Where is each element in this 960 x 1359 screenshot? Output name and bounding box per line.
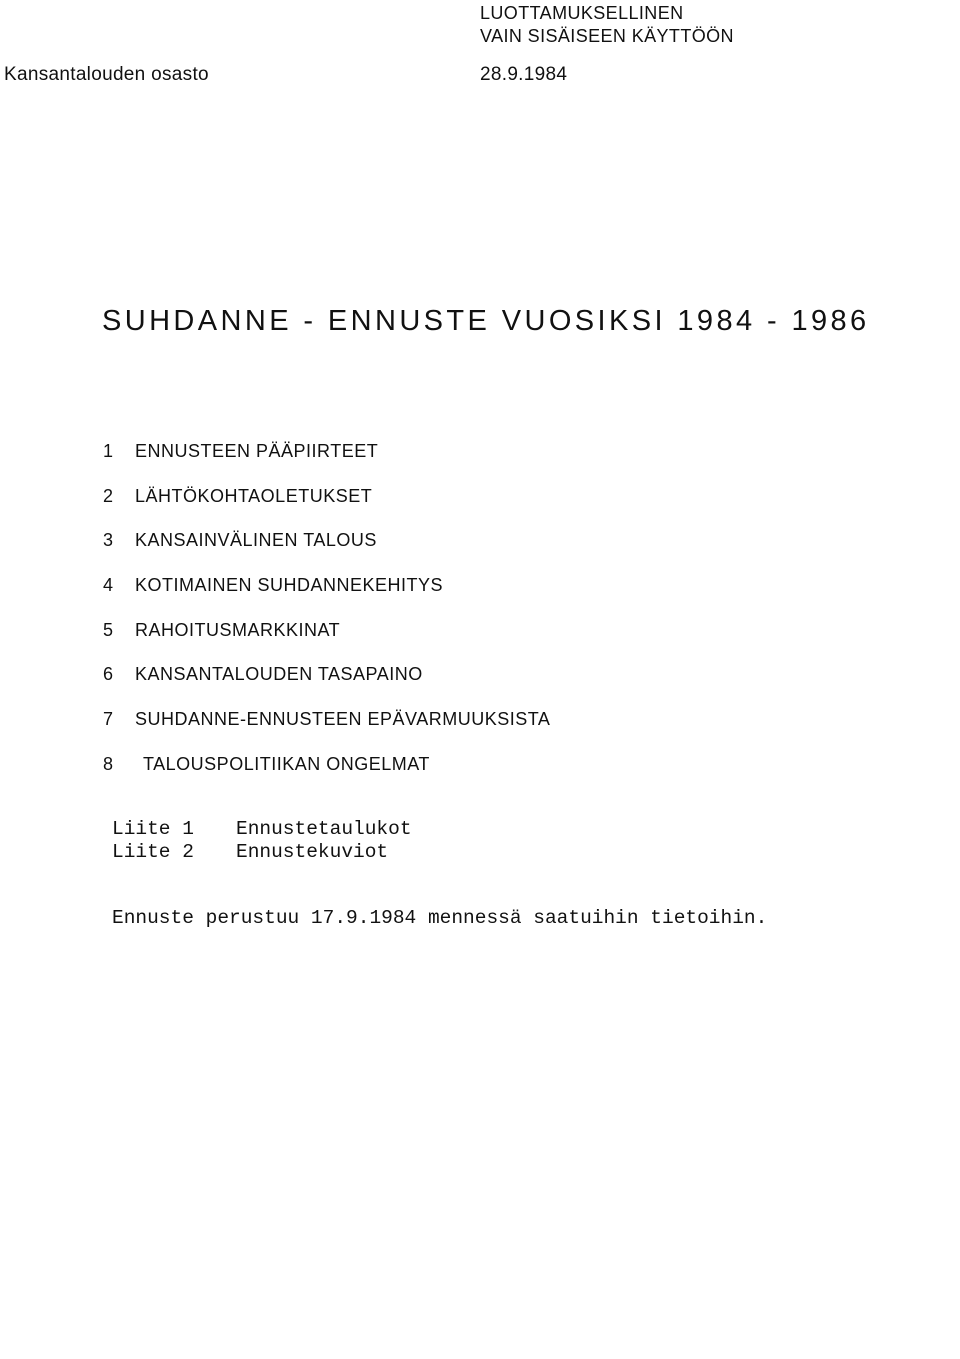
- toc-label: LÄHTÖKOHTAOLETUKSET: [135, 485, 373, 506]
- appendix-label: Liite 1: [112, 818, 194, 840]
- toc-label: TALOUSPOLITIIKAN ONGELMAT: [143, 753, 430, 774]
- toc-item: [103, 709, 550, 754]
- toc-item: [103, 575, 550, 620]
- toc-item: [103, 664, 550, 709]
- toc-number: 2: [103, 485, 114, 506]
- appendix-item: [112, 818, 412, 841]
- appendix-title: Ennustetaulukot: [236, 818, 412, 840]
- toc-number: 8: [103, 753, 114, 774]
- classification-line: LUOTTAMUKSELLINEN: [480, 3, 684, 23]
- toc-item: [103, 754, 550, 799]
- toc-label: KANSAINVÄLINEN TALOUS: [135, 530, 377, 551]
- appendix-label: Liite 2: [112, 841, 194, 863]
- toc-item: [103, 530, 550, 575]
- appendix-item: [112, 841, 412, 864]
- toc-item: [103, 620, 550, 665]
- toc-label: KOTIMAINEN SUHDANNEKEHITYS: [135, 575, 444, 596]
- toc-number: 1: [103, 441, 114, 461]
- toc-number: 6: [103, 664, 114, 685]
- toc-item: [103, 441, 550, 486]
- data-cutoff-note: Ennuste perustuu 17.9.1984 mennessä saatuihin tietoihin.: [112, 907, 768, 929]
- toc-label: SUHDANNE-ENNUSTEEN EPÄVARMUUKSISTA: [135, 709, 551, 730]
- toc-label: KANSANTALOUDEN TASAPAINO: [135, 664, 423, 685]
- table-of-contents: [103, 441, 550, 799]
- document-title: SUHDANNE - ENNUSTE VUOSIKSI 1984 - 1986: [102, 305, 870, 337]
- toc-number: 4: [103, 575, 114, 596]
- toc-item: [103, 486, 550, 531]
- classification-stamp: [480, 2, 734, 48]
- toc-label: RAHOITUSMARKKINAT: [135, 619, 341, 640]
- appendix-list: [112, 818, 412, 864]
- toc-label: ENNUSTEEN PÄÄPIIRTEET: [135, 441, 379, 461]
- appendix-title: Ennustekuviot: [236, 841, 389, 863]
- toc-number: 7: [103, 709, 114, 730]
- toc-number: 3: [103, 530, 114, 551]
- department-name: Kansantalouden osasto: [4, 64, 209, 85]
- toc-number: 5: [103, 619, 114, 640]
- classification-line: VAIN SISÄISEEN KÄYTTÖÖN: [480, 26, 734, 46]
- document-date: 28.9.1984: [480, 64, 568, 85]
